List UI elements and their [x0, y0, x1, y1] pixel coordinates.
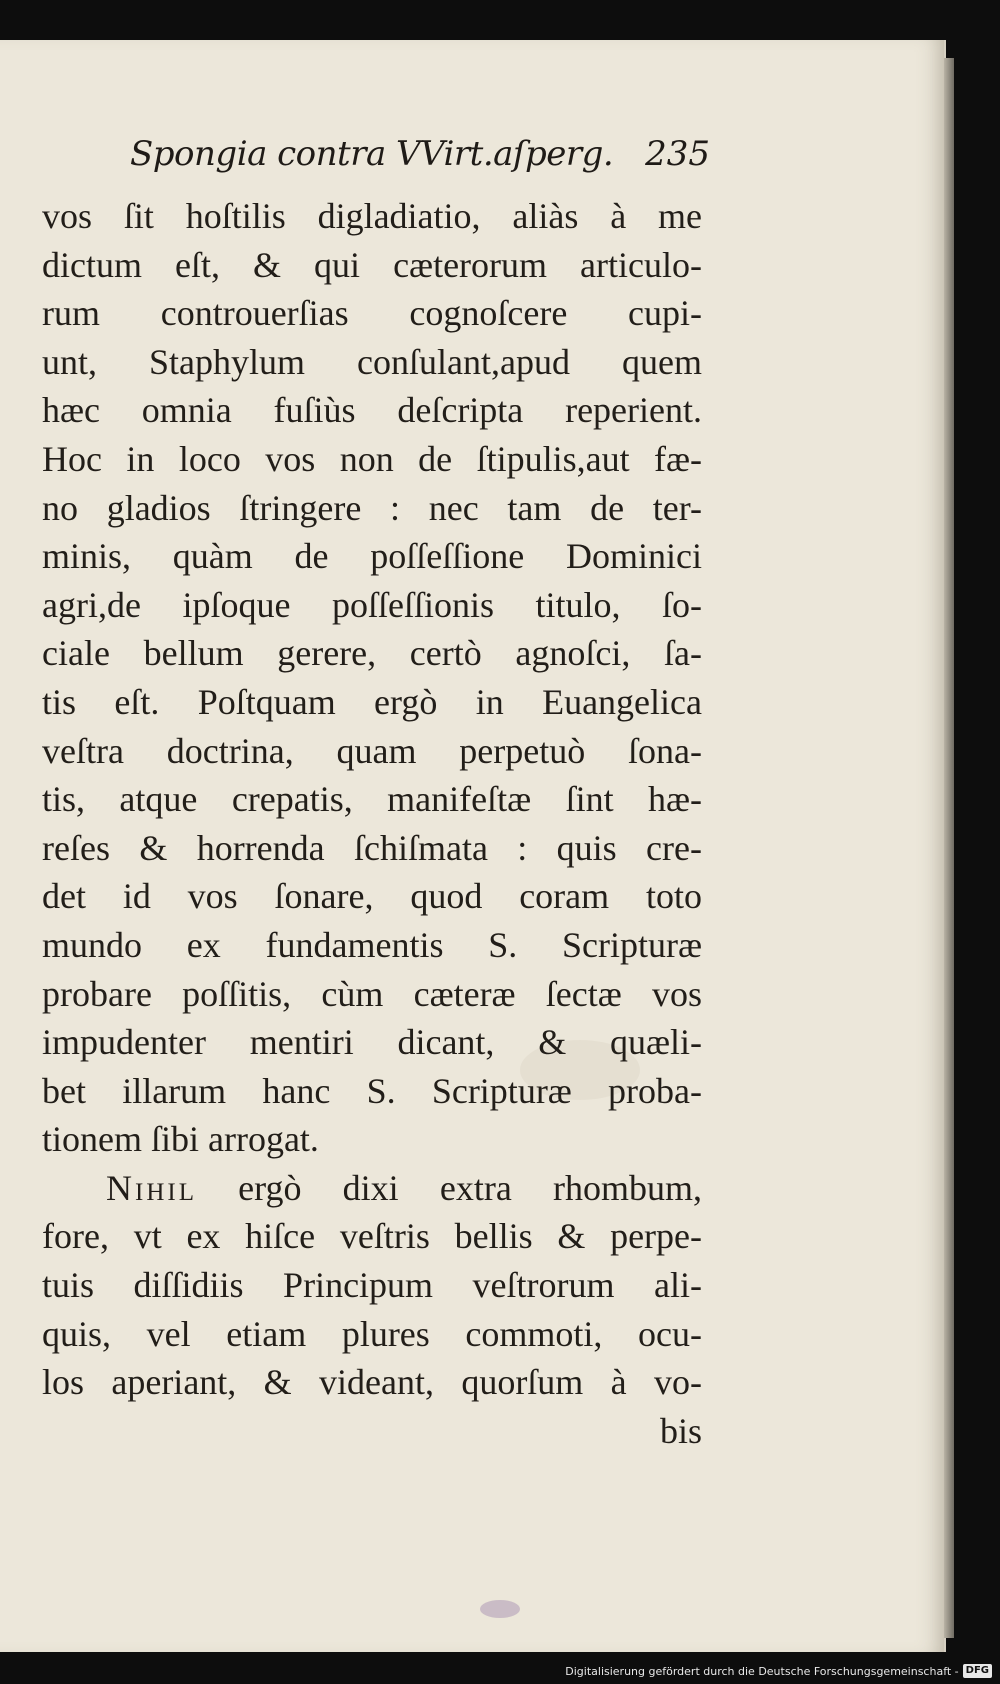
credit-text: Digitalisierung gefördert durch die Deutsche Forschungsgemeinschaft -: [565, 1664, 959, 1678]
digitization-credit: [565, 1664, 992, 1678]
text-line: probare poſſitis, cùm cæteræ ſectæ vos: [42, 973, 702, 1014]
text-line: reſes & horrenda ſchiſmata : quis cre-: [42, 827, 702, 868]
text-line: unt, Staphylum conſulant,apud quem: [42, 341, 702, 382]
text-line: tis eſt. Poſtquam ergò in Euangelica: [42, 681, 702, 722]
page-number: 235: [645, 134, 710, 174]
text-line: rum controuerſias cognoſcere cupi-: [42, 293, 702, 334]
text-line: ciale bellum gerere, certò agnoſci, ſa-: [42, 633, 702, 674]
first-line-rest: ergò dixi extra rhombum,: [196, 1167, 702, 1208]
text-line: minis, quàm de poſſeſſione Dominici: [42, 536, 702, 577]
initial-word: Nihil: [106, 1167, 197, 1208]
text-line: agri,de ipſoque poſſeſſionis titulo, ſo-: [42, 584, 702, 625]
text-line: veſtra doctrina, quam perpetuò ſona-: [42, 730, 702, 771]
text-line: no gladios ſtringere : nec tam de ter-: [42, 487, 702, 528]
text-line: bet illarum hanc S. Scripturæ proba-: [42, 1070, 702, 1111]
running-head-title: Spongia contra VVirt.aſperg.: [130, 134, 614, 174]
dfg-logo: DFG: [963, 1664, 992, 1678]
paragraph-2: [42, 1212, 702, 1406]
text-line: tionem ſibi arrogat.: [42, 1119, 319, 1160]
text-line: Hoc in loco vos non de ſtipulis,aut fæ-: [42, 438, 702, 479]
paragraph-2-first-line: [42, 1164, 702, 1213]
text-line: det id vos ſonare, quod coram toto: [42, 876, 702, 917]
text-line: mundo ex fundamentis S. Scripturæ: [42, 924, 702, 965]
paragraph-1: [42, 192, 702, 1164]
catchword: bis: [659, 1410, 702, 1451]
text-line: quis, vel etiam plures commoti, ocu-: [42, 1313, 702, 1354]
text-line: fore, vt ex hiſce veſtris bellis & perpe-: [42, 1216, 702, 1257]
text-line: impudenter mentiri dicant, & quæli-: [42, 1022, 702, 1063]
text-line: vos ſit hoſtilis digladiatio, aliàs à me: [42, 196, 702, 236]
text-line: dictum eſt, & qui cæterorum articulo-: [42, 244, 702, 285]
text-line: tuis diſſidiis Principum veſtrorum ali-: [42, 1265, 702, 1306]
text-line: tis, atque crepatis, manifeſtæ ſint hæ-: [42, 779, 702, 820]
running-head: [130, 134, 710, 194]
page-edge: [944, 58, 954, 1638]
text-line: hæc omnia fuſiùs deſcripta reperient.: [42, 390, 702, 431]
text-line: los aperiant, & videant, quorſum à vo-: [42, 1362, 702, 1403]
paper-stain: [480, 1600, 520, 1618]
body-text: [42, 192, 702, 1455]
